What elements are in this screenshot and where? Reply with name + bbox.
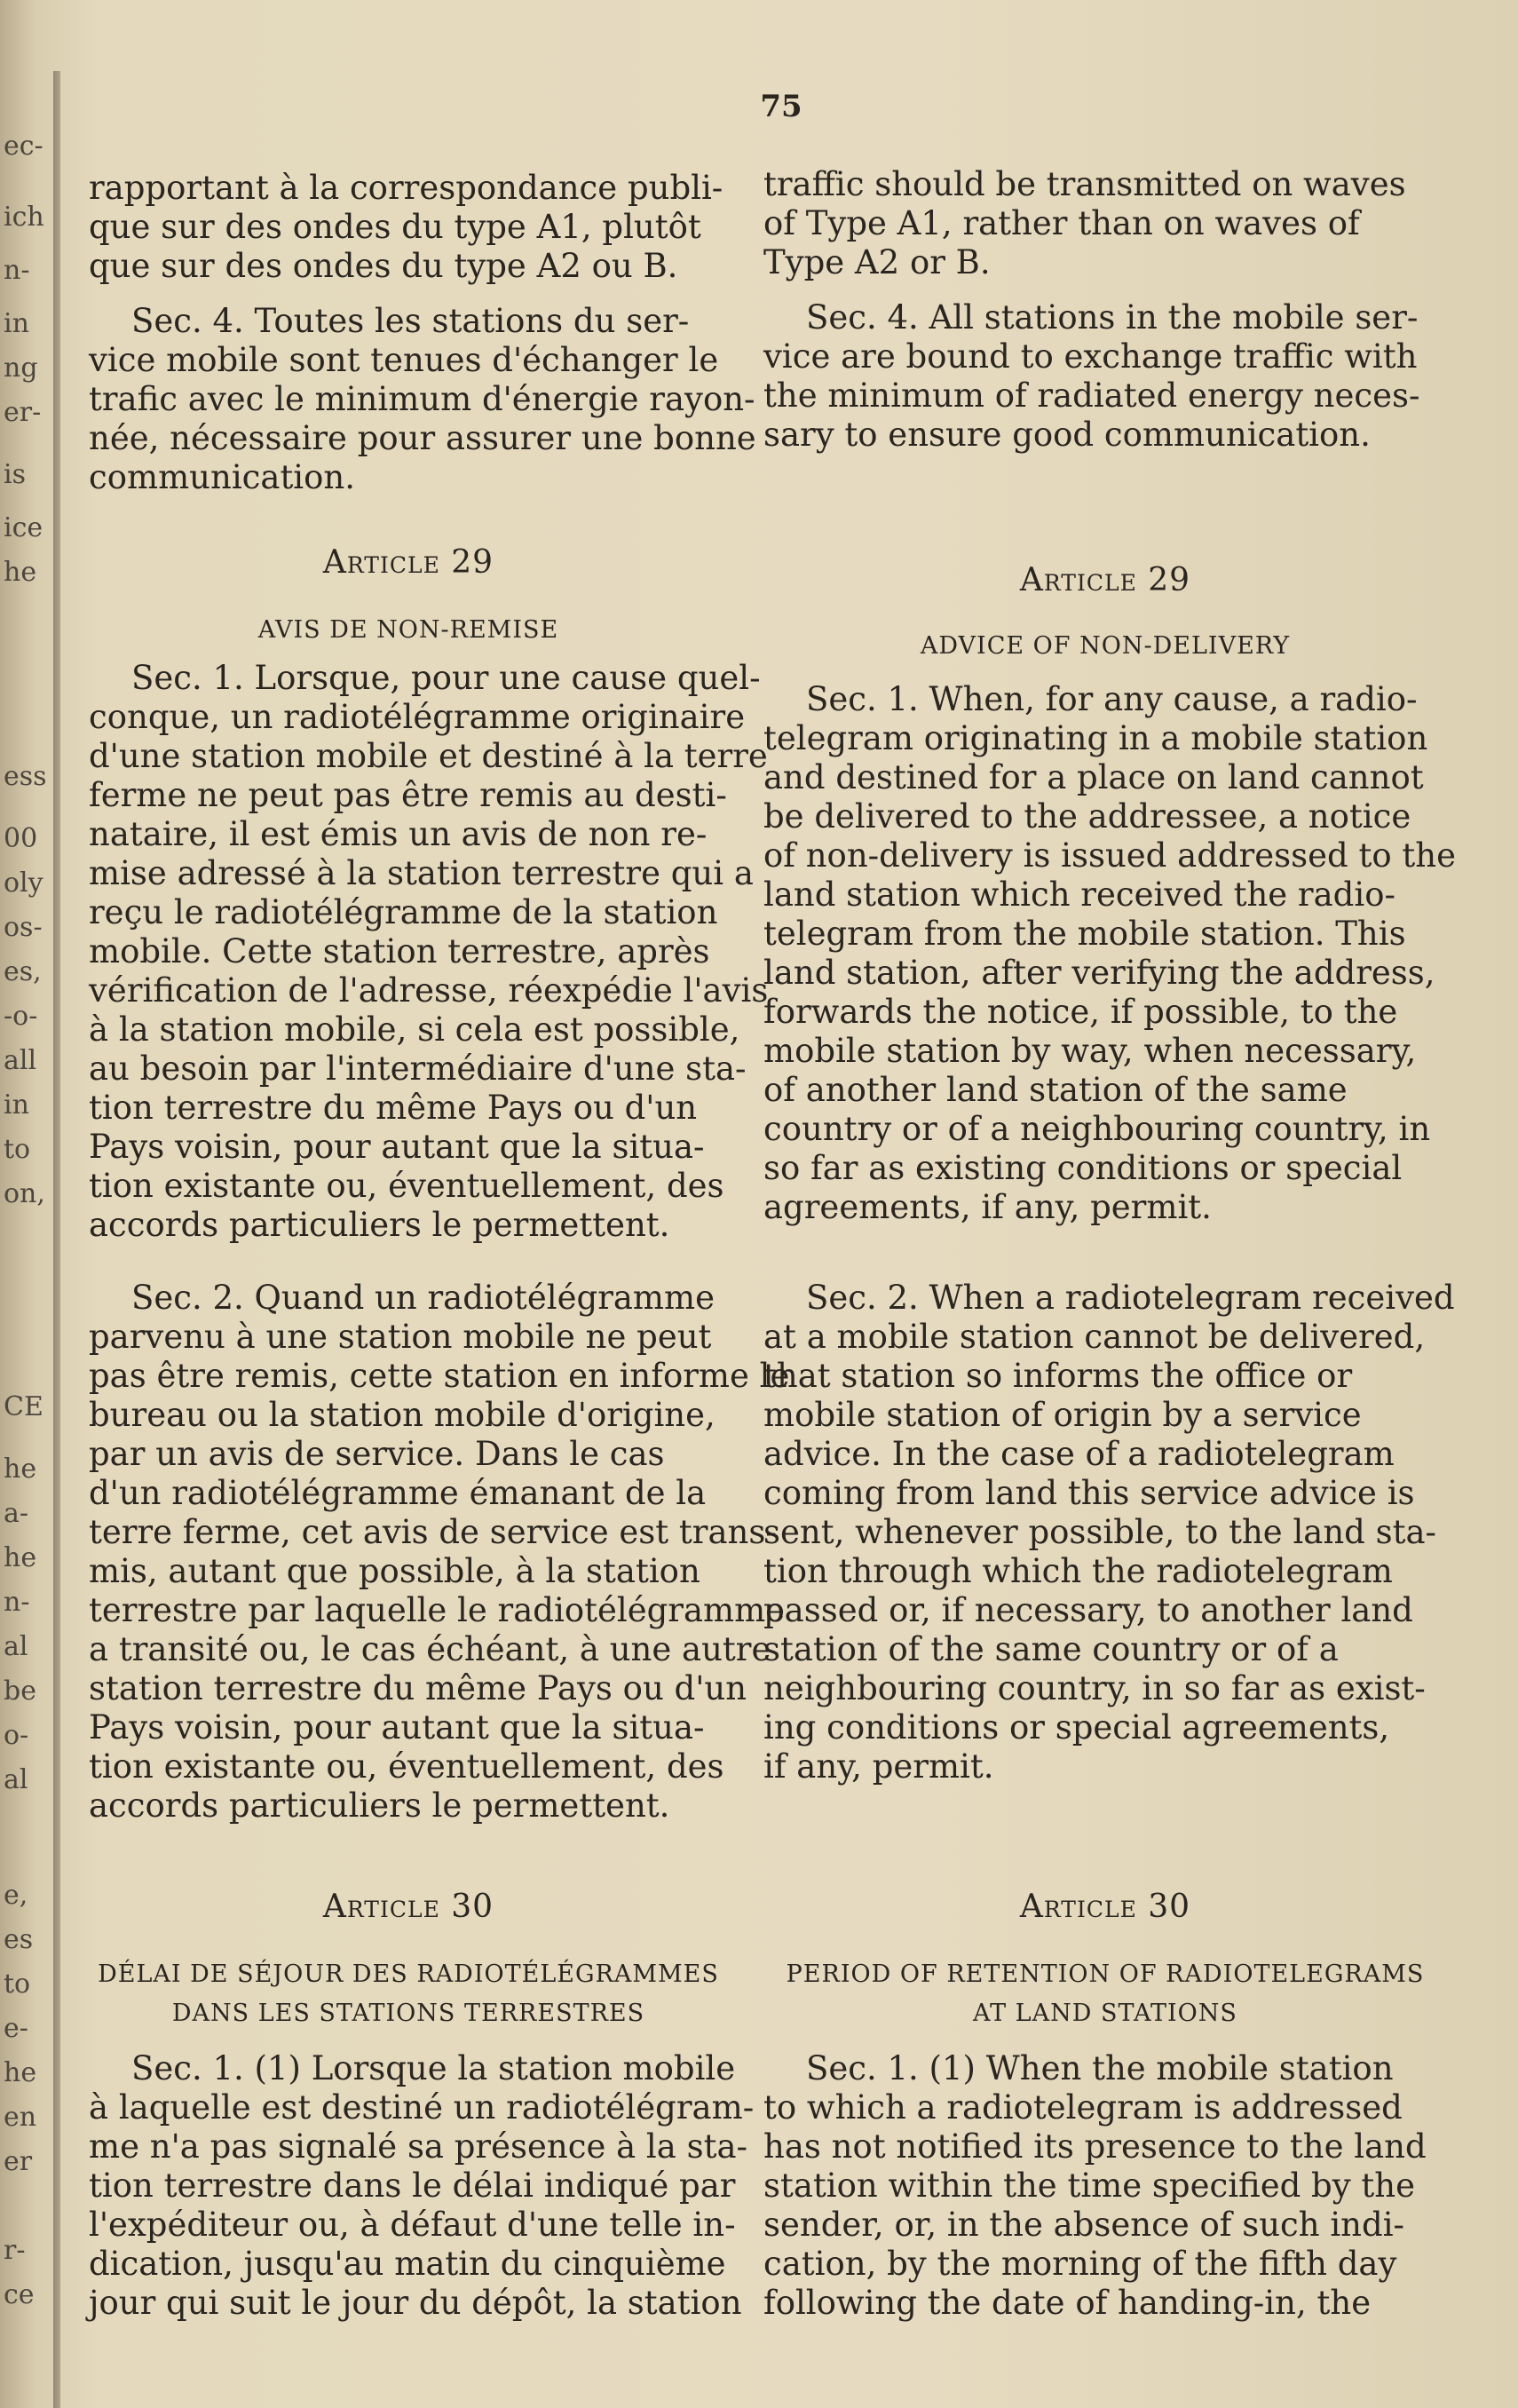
text-line: reçu le radiotélégramme de la station bbox=[89, 893, 718, 931]
fr-article-30-subtitle-1: DÉLAI DE SÉJOUR DES RADIOTÉLÉGRAMMES bbox=[98, 1960, 719, 1988]
margin-fragment: to bbox=[4, 1968, 31, 2000]
fr-art29-sec2 bbox=[89, 1279, 790, 1826]
margin-fragment: er- bbox=[4, 397, 42, 428]
text-line: coming from land this service advice is bbox=[763, 1474, 1415, 1512]
text-line: agreements, if any, permit. bbox=[763, 1188, 1212, 1226]
margin-fragment: ice bbox=[4, 512, 43, 543]
en-art29-sec1 bbox=[763, 680, 1456, 1227]
text-line: trafic avec le minimum d'énergie rayon- bbox=[89, 380, 755, 418]
text-line: station within the time specified by the bbox=[763, 2166, 1416, 2205]
text-line: me n'a pas signalé sa présence à la sta- bbox=[89, 2127, 748, 2166]
fr-article-29-subtitle: AVIS DE NON-REMISE bbox=[257, 616, 559, 644]
text-line: Sec. 2. Quand un radiotélégramme bbox=[131, 1279, 716, 1317]
text-line: accords particuliers le permettent. bbox=[89, 1786, 670, 1825]
text-line: pas être remis, cette station en informe le bbox=[89, 1357, 790, 1395]
margin-fragment: oly bbox=[4, 867, 43, 899]
fr-art29-sec1 bbox=[89, 659, 769, 1245]
fr-art30-sec1 bbox=[89, 2049, 755, 2323]
en-article-30-subtitle-2: AT LAND STATIONS bbox=[973, 2000, 1237, 2027]
margin-fragment: ec- bbox=[4, 131, 43, 162]
text-line: à laquelle est destiné un radiotélégram- bbox=[89, 2088, 755, 2127]
margin-fragment: is bbox=[4, 459, 26, 490]
text-line: ferme ne peut pas être remis au desti- bbox=[89, 776, 727, 814]
text-line: sender, or, in the absence of such indi- bbox=[763, 2206, 1405, 2244]
margin-fragment: he bbox=[4, 1542, 37, 1573]
margin-fragment: he bbox=[4, 2057, 37, 2088]
text-line: mobile station by way, when necessary, bbox=[763, 1032, 1417, 1070]
margin-fragment: os- bbox=[4, 912, 43, 943]
text-line: au besoin par l'intermédiaire d'une sta- bbox=[89, 1050, 747, 1088]
fr-article-30-subtitle-2: DANS LES STATIONS TERRESTRES bbox=[171, 2000, 645, 2027]
text-line: tion terrestre du même Pays ou d'un bbox=[89, 1089, 698, 1127]
text-line: d'une station mobile et destiné à la terre bbox=[89, 737, 768, 775]
text-line: bureau ou la station mobile d'origine, bbox=[89, 1396, 716, 1434]
text-line: traffic should be transmitted on waves bbox=[763, 165, 1406, 203]
previous-page-margin bbox=[0, 107, 51, 2380]
text-line: vice mobile sont tenues d'échanger le bbox=[89, 341, 719, 379]
margin-fragment: r- bbox=[4, 2235, 26, 2266]
text-line: mobile. Cette station terrestre, après bbox=[89, 932, 710, 970]
text-line: mise adressé à la station terrestre qui a bbox=[89, 854, 754, 892]
text-line: sent, whenever possible, to the land sta- bbox=[763, 1513, 1437, 1551]
page-number: 75 bbox=[760, 89, 802, 124]
margin-fragment: 00 bbox=[4, 823, 38, 854]
margin-fragment: all bbox=[4, 1045, 37, 1076]
fr-art28-tail bbox=[89, 169, 728, 286]
text-line: Sec. 1. Lorsque, pour une cause quel- bbox=[131, 659, 761, 697]
en-art28-tail bbox=[763, 165, 1447, 282]
text-line: ing conditions or special agreements, bbox=[763, 1708, 1390, 1747]
margin-fragment: in bbox=[4, 308, 29, 339]
margin-fragment: in bbox=[4, 1089, 29, 1121]
margin-fragment: al bbox=[4, 1764, 28, 1795]
text-line: country or of a neighbouring country, in bbox=[763, 1110, 1431, 1148]
text-line: Type A2 or B. bbox=[763, 243, 991, 281]
text-line: neighbouring country, in so far as exist- bbox=[763, 1669, 1426, 1707]
margin-fragment: he bbox=[4, 1454, 37, 1485]
text-line: jour qui suit le jour du dépôt, la station bbox=[89, 2284, 742, 2322]
text-line: Sec. 1. (1) Lorsque la station mobile bbox=[131, 2049, 736, 2087]
fr-article-30-title: Article 30 bbox=[322, 1889, 494, 1925]
text-line: Sec. 4. Toutes les stations du ser- bbox=[131, 302, 690, 340]
margin-fragment: ich bbox=[4, 202, 44, 233]
text-line: Pays voisin, pour autant que la situa- bbox=[89, 1128, 705, 1166]
text-line: cation, by the morning of the fifth day bbox=[763, 2245, 1397, 2283]
text-line: so far as existing conditions or special bbox=[763, 1149, 1403, 1187]
text-line: land station, after verifying the address, bbox=[763, 954, 1435, 992]
text-line: if any, permit. bbox=[763, 1747, 994, 1786]
text-line: rapportant à la correspondance publi- bbox=[89, 169, 723, 207]
text-line: mobile station of origin by a service bbox=[763, 1396, 1362, 1434]
text-line: of non-delivery is issued addressed to the bbox=[763, 836, 1456, 875]
text-line: advice. In the case of a radiotelegram bbox=[763, 1435, 1395, 1473]
text-line: of another land station of the same bbox=[763, 1071, 1348, 1109]
text-line: dication, jusqu'au matin du cinquième bbox=[89, 2245, 726, 2283]
margin-fragment: -o- bbox=[4, 1001, 38, 1032]
margin-fragment: n- bbox=[4, 255, 30, 286]
text-line: conque, un radiotélégramme originaire bbox=[89, 698, 746, 736]
margin-fragment: al bbox=[4, 1631, 28, 1662]
text-line: telegram originating in a mobile station bbox=[763, 719, 1428, 757]
text-line: station terrestre du même Pays ou d'un bbox=[89, 1669, 747, 1707]
margin-fragment: he bbox=[4, 557, 37, 588]
fr-art28-sec4 bbox=[89, 302, 756, 497]
text-line: forwards the notice, if possible, to the bbox=[763, 993, 1398, 1031]
text-line: at a mobile station cannot be delivered, bbox=[763, 1318, 1426, 1356]
text-line: station of the same country or of a bbox=[763, 1630, 1339, 1668]
en-article-30-subtitle-1: PERIOD OF RETENTION OF RADIOTELEGRAMS bbox=[786, 1960, 1425, 1988]
text-line: tion existante ou, éventuellement, des bbox=[89, 1167, 724, 1205]
text-line: Sec. 1. When, for any cause, a radio- bbox=[806, 680, 1418, 718]
en-art30-sec1 bbox=[763, 2049, 1447, 2323]
text-line: que sur des ondes du type A2 ou B. bbox=[89, 247, 678, 285]
text-line: terrestre par laquelle le radiotélégramme bbox=[89, 1591, 786, 1629]
margin-fragment: ess bbox=[4, 761, 47, 792]
margin-fragment: be bbox=[4, 1675, 36, 1707]
margin-fragment: n- bbox=[4, 1587, 30, 1618]
text-line: Pays voisin, pour autant que la situa- bbox=[89, 1708, 705, 1747]
en-article-29-subtitle: ADVICE OF NON-DELIVERY bbox=[920, 632, 1291, 660]
text-line: tion terrestre dans le délai indiqué par bbox=[89, 2166, 736, 2205]
margin-fragment: en bbox=[4, 2102, 37, 2133]
text-line: land station which received the radio- bbox=[763, 875, 1395, 914]
text-line: following the date of handing-in, the bbox=[763, 2284, 1372, 2322]
en-article-29-title: Article 29 bbox=[1019, 562, 1191, 598]
binding-gutter bbox=[53, 71, 60, 2408]
text-line: que sur des ondes du type A1, plutôt bbox=[89, 208, 701, 246]
text-line: communication. bbox=[89, 458, 356, 496]
margin-fragment: o- bbox=[4, 1720, 29, 1751]
margin-fragment: e, bbox=[4, 1880, 28, 1911]
text-line: be delivered to the addressee, a notice bbox=[763, 797, 1411, 836]
text-line: to which a radiotelegram is addressed bbox=[763, 2088, 1403, 2127]
text-line: the minimum of radiated energy neces- bbox=[763, 376, 1420, 415]
margin-fragment: a- bbox=[4, 1498, 29, 1529]
text-line: à la station mobile, si cela est possible, bbox=[89, 1010, 740, 1049]
fr-article-29-title: Article 29 bbox=[322, 544, 494, 581]
text-line: that station so informs the office or bbox=[763, 1357, 1353, 1395]
margin-fragment: ce bbox=[4, 2279, 35, 2310]
text-line: tion existante ou, éventuellement, des bbox=[89, 1747, 724, 1786]
en-art28-sec4 bbox=[763, 298, 1447, 455]
text-line: nataire, il est émis un avis de non re- bbox=[89, 815, 708, 853]
text-line: Sec. 2. When a radiotelegram received bbox=[806, 1279, 1455, 1317]
text-line: sary to ensure good communication. bbox=[763, 416, 1371, 454]
margin-fragment: ng bbox=[4, 352, 38, 384]
text-line: d'un radiotélégramme émanant de la bbox=[89, 1474, 707, 1512]
text-line: has not notified its presence to the land bbox=[763, 2127, 1427, 2166]
text-line: vice are bound to exchange traffic with bbox=[763, 337, 1418, 376]
text-line: and destined for a place on land cannot bbox=[763, 758, 1424, 796]
text-line: mis, autant que possible, à la station bbox=[89, 1552, 700, 1590]
margin-fragment: er bbox=[4, 2146, 33, 2177]
text-line: vérification de l'adresse, réexpédie l'avis bbox=[89, 971, 769, 1010]
text-line: née, nécessaire pour assurer une bonne bbox=[89, 419, 756, 457]
text-line: Sec. 1. (1) When the mobile station bbox=[806, 2049, 1394, 2087]
text-line: telegram from the mobile station. This bbox=[763, 915, 1406, 953]
text-line: accords particuliers le permettent. bbox=[89, 1206, 670, 1244]
text-line: parvenu à une station mobile ne peut bbox=[89, 1318, 712, 1356]
margin-fragment: es, bbox=[4, 956, 42, 987]
en-art29-sec2 bbox=[763, 1279, 1455, 1786]
text-line: l'expéditeur ou, à défaut d'une telle in- bbox=[89, 2206, 736, 2244]
margin-fragment: on, bbox=[4, 1178, 45, 1209]
margin-fragment: e- bbox=[4, 2013, 28, 2044]
text-line: a transité ou, le cas échéant, à une autre bbox=[89, 1630, 771, 1668]
margin-fragment: CE bbox=[4, 1391, 43, 1422]
margin-fragment: es bbox=[4, 1924, 34, 1955]
text-line: Sec. 4. All stations in the mobile ser- bbox=[806, 298, 1419, 337]
text-line: terre ferme, cet avis de service est trans- bbox=[89, 1513, 777, 1551]
text-line: par un avis de service. Dans le cas bbox=[89, 1435, 665, 1473]
en-article-30-title: Article 30 bbox=[1019, 1889, 1191, 1925]
text-line: passed or, if necessary, to another land bbox=[763, 1591, 1413, 1629]
text-line: of Type A1, rather than on waves of bbox=[763, 204, 1360, 242]
margin-fragment: to bbox=[4, 1134, 31, 1165]
text-line: tion through which the radiotelegram bbox=[763, 1552, 1393, 1590]
